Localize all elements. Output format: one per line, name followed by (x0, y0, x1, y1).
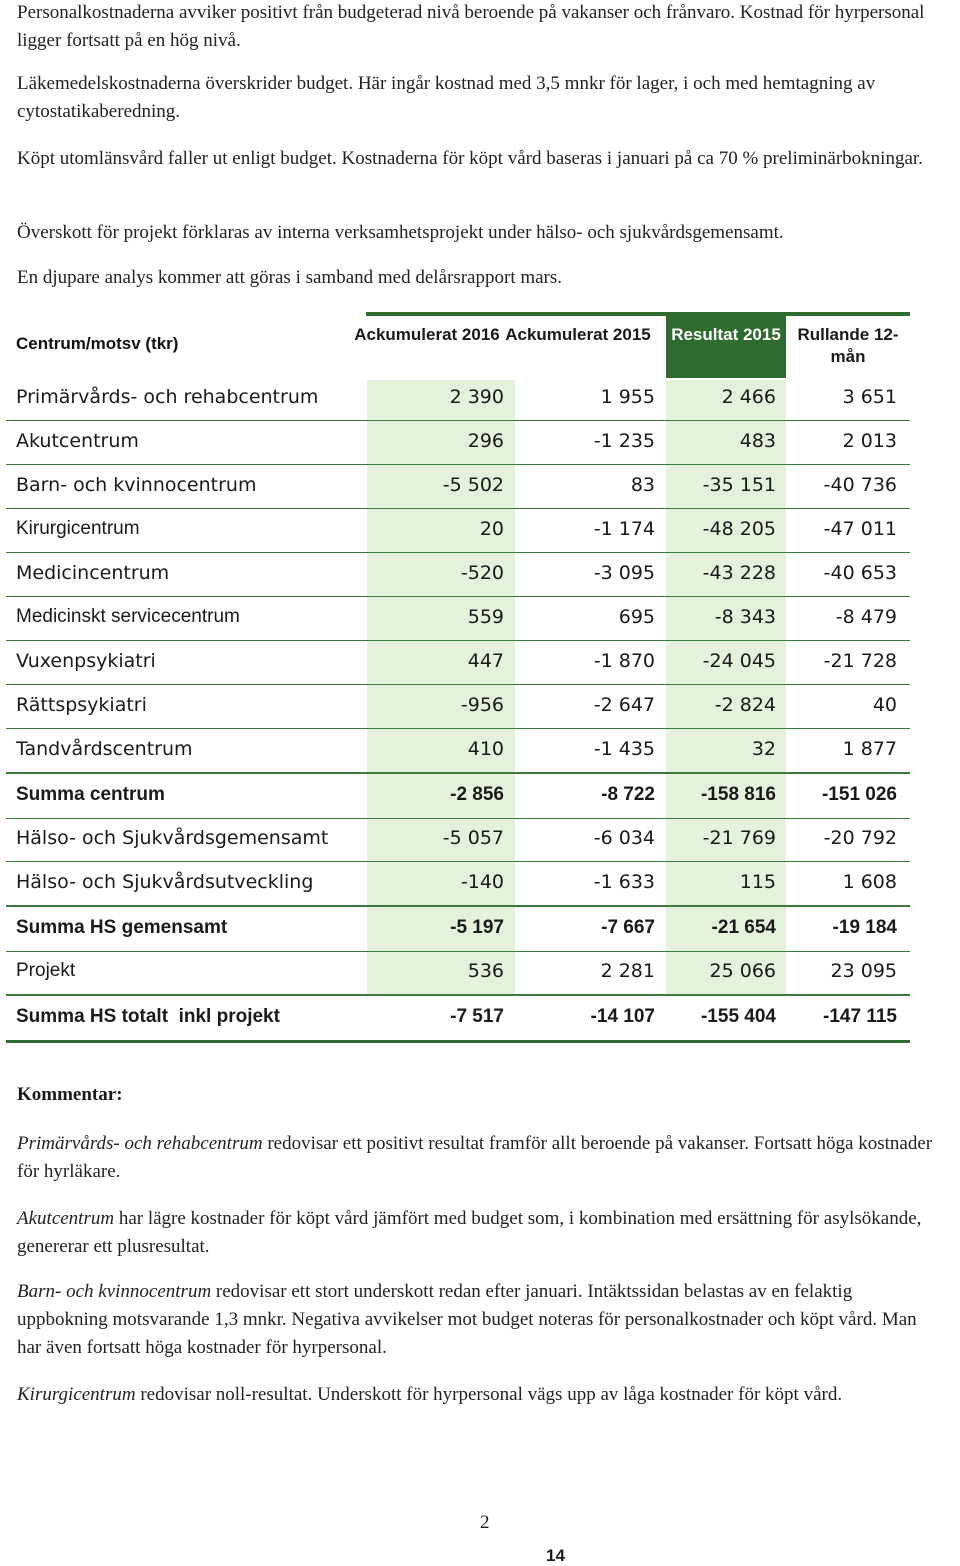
cell-rullande: -19 184 (832, 917, 897, 938)
table-row (6, 376, 910, 421)
cell-ack2015: -8 722 (601, 784, 655, 805)
commentary-paragraph-1 (17, 1130, 942, 1186)
cell-ack2016: 20 (479, 518, 504, 540)
intro-paragraph-4: Överskott för projekt förklaras av interna verksamhetsprojekt under hälso- och sjukvårdsgemensamt. (17, 222, 784, 243)
cell-resultat2015: -43 228 (702, 562, 776, 584)
cell-resultat2015: -24 045 (702, 650, 776, 672)
row-label: Hälso- och Sjukvårdsutveckling (16, 871, 314, 893)
commentary-paragraph-4 (17, 1381, 942, 1409)
intro-paragraph-5: En djupare analys kommer att göras i samband med delårsrapport mars. (17, 267, 563, 288)
commentary-text: redovisar ett positivt resultat framför allt beroende på vakanser. Fortsatt höga kostnader för hyrläkare. (17, 1133, 933, 1182)
cell-rullande: 1 877 (842, 738, 897, 760)
cell-resultat2015: 483 (739, 430, 776, 452)
cell-resultat2015: -21 769 (702, 827, 776, 849)
commentary-subject: Akutcentrum (17, 1208, 115, 1229)
cell-ack2015: 1 955 (600, 386, 655, 408)
row-label: Summa HS totalt inkl projekt (16, 1006, 280, 1027)
table-header (6, 312, 910, 382)
header-col-ack2015: Ackumulerat 2015 (505, 325, 651, 344)
intro-paragraph-2: Läkemedelskostnaderna överskrider budget. Här ingår kostnad med 3,5 mnkr för lager, i och med hemtagning av cytostatikaberedning. (17, 73, 876, 122)
cell-rullande: -151 026 (821, 784, 897, 805)
table-row (6, 640, 910, 685)
intro-paragraph-3: Köpt utomlänsvård faller ut enligt budget. Kostnaderna för köpt vård baseras i januari på ca 70 % preliminärbokningar. (17, 148, 923, 169)
row-label: Barn- och kvinnocentrum (16, 474, 257, 496)
cell-ack2016: 559 (467, 606, 504, 628)
table-row (6, 950, 910, 995)
row-label: Summa HS gemensamt (16, 917, 228, 938)
commentary-text: har lägre kostnader för köpt vård jämfört med budget som, i kombination med ersättning för asylsökande, genererar ett plusresultat. (17, 1208, 922, 1257)
table-row (6, 728, 910, 773)
cell-rullande: -147 115 (823, 1006, 897, 1027)
cell-ack2016: -2 856 (450, 784, 504, 805)
cell-ack2016: 536 (467, 960, 504, 982)
table-row (6, 420, 910, 465)
cell-ack2016: 296 (467, 430, 504, 452)
commentary-heading: Kommentar: (17, 1084, 123, 1105)
commentary-paragraph-3 (17, 1278, 942, 1362)
table-row (6, 596, 910, 641)
cell-resultat2015: -8 343 (714, 606, 776, 628)
cell-ack2015: -1 633 (593, 871, 655, 893)
commentary-text: redovisar ett stort underskott redan efter januari. Intäktssidan belastas av en felaktig uppbokning motsvarande 1,3 mnkr. Negativa avvikelser mot budget noteras för personalkostnader och köpt vård. Man har även fortsatt höga kostnader för hyrpersonal. (17, 1281, 917, 1358)
commentary-subject: Primärvårds- och rehabcentrum (17, 1133, 263, 1154)
commentary-text: redovisar noll-resultat. Underskott för hyrpersonal vägs upp av låga kostnader för köpt vård. (135, 1384, 843, 1405)
table-row (6, 464, 910, 509)
cell-ack2016: -5 502 (442, 474, 504, 496)
cell-rullande: 23 095 (830, 960, 897, 982)
row-label: Projekt (16, 960, 76, 981)
cell-rullande: -47 011 (823, 518, 897, 540)
cell-ack2015: 83 (630, 474, 655, 496)
cell-resultat2015: -155 404 (700, 1006, 776, 1027)
cell-ack2016: 447 (467, 650, 504, 672)
cell-ack2016: 2 390 (449, 386, 504, 408)
cell-ack2015: -14 107 (590, 1006, 655, 1027)
row-label: Primärvårds- och rehabcentrum (16, 386, 319, 408)
table-row-subtotal (6, 906, 910, 952)
cell-ack2015: 695 (618, 606, 655, 628)
row-label: Kirurgicentrum (16, 518, 140, 539)
cell-rullande: -21 728 (823, 650, 897, 672)
table-row-subtotal (6, 773, 910, 819)
row-label: Tandvårdscentrum (16, 738, 193, 760)
row-label: Hälso- och Sjukvårdsgemensamt (16, 827, 329, 849)
header-label: Centrum/motsv (tkr) (16, 334, 179, 353)
row-label: Medicinskt servicecentrum (16, 606, 240, 627)
page-number-secondary: 14 (546, 1546, 565, 1565)
cell-rullande: -40 653 (823, 562, 897, 584)
cell-ack2016: -956 (460, 694, 504, 716)
cell-ack2016: -520 (460, 562, 504, 584)
cell-resultat2015: 32 (751, 738, 776, 760)
row-label: Rättspsykiatri (16, 694, 147, 716)
cell-rullande: 40 (872, 694, 897, 716)
row-label: Summa centrum (16, 784, 165, 805)
cell-ack2015: -6 034 (593, 827, 655, 849)
cell-rullande: -20 792 (823, 827, 897, 849)
table-row (6, 817, 910, 862)
cell-ack2016: 410 (467, 738, 504, 760)
cell-rullande: 1 608 (842, 871, 897, 893)
cell-ack2015: -1 235 (593, 430, 655, 452)
cell-resultat2015: 115 (739, 871, 776, 893)
cell-resultat2015: 25 066 (709, 960, 776, 982)
row-label: Akutcentrum (16, 430, 139, 452)
commentary-subject: Kirurgicentrum (17, 1384, 136, 1405)
commentary-subject: Barn- och kvinnocentrum (17, 1281, 212, 1302)
cell-resultat2015: 2 466 (721, 386, 776, 408)
cell-resultat2015: -35 151 (702, 474, 776, 496)
commentary-paragraph-2 (17, 1205, 942, 1261)
intro-paragraph-1: Personalkostnaderna avviker positivt från budgeterad nivå beroende på vakanser och frånvaro. Kostnad för hyrpersonal ligger fortsatt på en hög nivå. (17, 2, 925, 51)
table-row (6, 684, 910, 729)
cell-ack2016: -5 197 (450, 917, 504, 938)
cell-resultat2015: -158 816 (700, 784, 776, 805)
cell-ack2016: -7 517 (450, 1006, 504, 1027)
cell-ack2015: -1 174 (593, 518, 655, 540)
cell-ack2015: 2 281 (600, 960, 655, 982)
cell-resultat2015: -21 654 (711, 917, 776, 938)
table-row-total (6, 995, 910, 1043)
cell-resultat2015: -2 824 (714, 694, 776, 716)
cell-ack2015: -7 667 (601, 917, 655, 938)
cell-ack2015: -2 647 (593, 694, 655, 716)
header-col-rullande: Rullande 12-mån (797, 325, 899, 366)
row-label: Medicincentrum (16, 562, 170, 584)
cell-ack2016: -5 057 (442, 827, 504, 849)
cell-resultat2015: -48 205 (702, 518, 776, 540)
cell-rullande: -8 479 (835, 606, 897, 628)
header-col-ack2016: Ackumulerat 2016 (354, 325, 500, 344)
cell-ack2015: -3 095 (593, 562, 655, 584)
page-number: 2 (480, 1512, 490, 1533)
cell-rullande: 3 651 (842, 386, 897, 408)
table-row (6, 552, 910, 597)
row-label: Vuxenpsykiatri (16, 650, 156, 672)
cell-ack2015: -1 870 (593, 650, 655, 672)
table-row (6, 508, 910, 553)
table-row (6, 861, 910, 906)
cell-ack2015: -1 435 (593, 738, 655, 760)
cell-rullande: 2 013 (842, 430, 897, 452)
header-col-resultat2015: Resultat 2015 (671, 325, 781, 344)
cell-ack2016: -140 (460, 871, 504, 893)
cell-rullande: -40 736 (823, 474, 897, 496)
